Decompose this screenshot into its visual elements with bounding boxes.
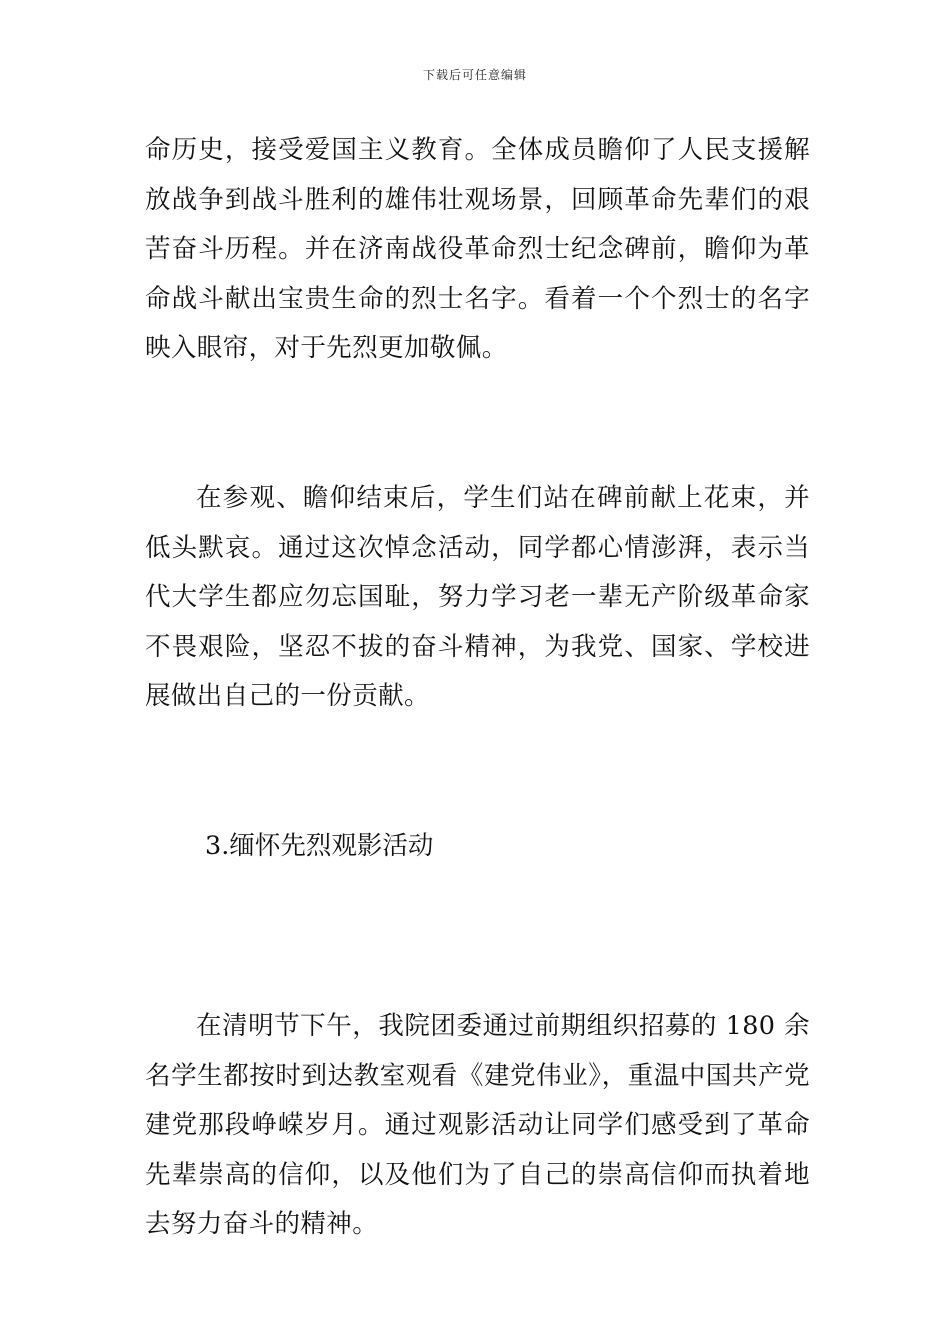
body-paragraph-3: 在清明节下午，我院团委通过前期组织招募的 180 余名学生都按时到达教室观看《建党伟业》，重温中国共产党建党那段峥嵘岁月。通过观影活动让同学们感受到了革命先辈崇高的信仰，以及他们为了自己的崇高信仰而执着地去努力奋斗的精神。 [145,1011,810,1239]
body-paragraph-2: 在参观、瞻仰结束后，学生们站在碑前献上花束，并低头默哀。通过这次悼念活动，同学都心情澎湃，表示当代大学生都应勿忘国耻，努力学习老一辈无产阶级革命家不畏艰险，坚忍不拔的奋斗精神，为我党、国家、学校进展做出自己的一份贡献。 [145,483,810,711]
page-header-note: 下载后可任意编辑 [422,68,527,82]
section-heading-3: 3.缅怀先烈观影活动 [205,831,434,861]
body-paragraph-1: 命历史，接受爱国主义教育。全体成员瞻仰了人民支援解放战争到战斗胜利的雄伟壮观场景，回顾革命先辈们的艰苦奋斗历程。并在济南战役革命烈士纪念碑前，瞻仰为革命战斗献出宝贵生命的烈士名字。看着一个个烈士的名字映入眼帘，对于先烈更加敬佩。 [145,135,810,363]
